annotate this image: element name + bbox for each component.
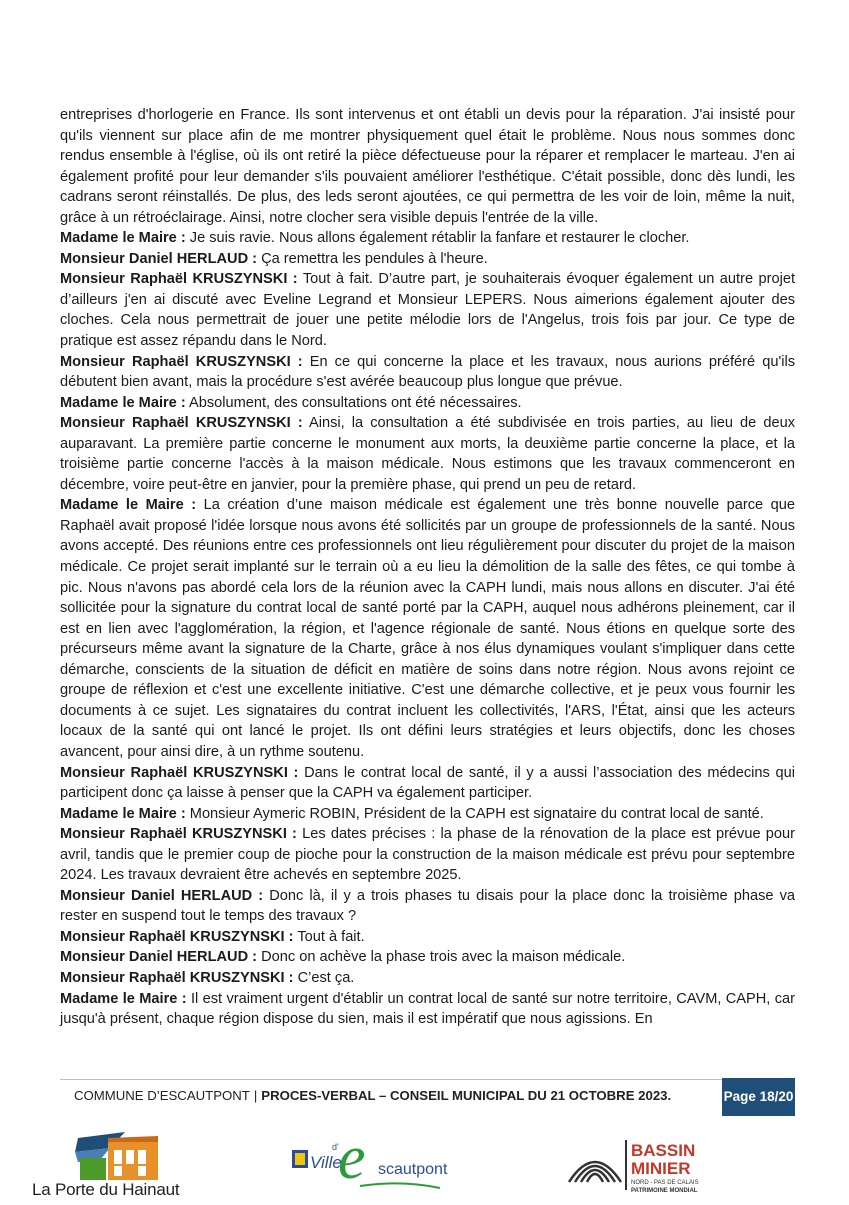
paragraph-text: Les dates précises : la phase de la rénovation de la place est prévue pour avril, tandis que le premier coup de pioche pour la construction de la maison médicale est prévu pour septembre 2024. Les travaux devraient être achevés en septembre 2025.: [60, 826, 795, 884]
paragraph-15: [60, 968, 795, 989]
ville-sup: d': [332, 1142, 339, 1152]
bassin-line3: NORD - PAS DE CALAIS: [631, 1180, 699, 1186]
paragraph-text: Donc là, il y a trois phases tu disais pour la place donc la troisième phase va rester en suspend tout le temps des travaux ?: [60, 887, 795, 925]
speaker-label: Madame le Maire :: [60, 230, 186, 247]
speaker-label: Monsieur Raphaël KRUSZYNSKI :: [60, 764, 299, 781]
hainaut-emblem-icon: [30, 1128, 210, 1180]
page-footer: [60, 1079, 795, 1114]
paragraph-text: Dans le contrat local de santé, il y a aussi l’association des médecins qui participent donc ça laisse à penser que la CAPH va également participer.: [60, 764, 795, 802]
ville-initial: e: [338, 1128, 366, 1192]
speaker-label: Monsieur Raphaël KRUSZYNSKI :: [60, 353, 303, 370]
bassin-minier-emblem-icon: [565, 1132, 715, 1200]
paragraph-14: [60, 947, 795, 968]
speaker-label: Madame le Maire :: [60, 990, 187, 1007]
paragraph-5: [60, 352, 795, 393]
speaker-label: Monsieur Raphaël KRUSZYNSKI :: [60, 969, 294, 986]
paragraph-text: Ainsi, la consultation a été subdivisée en trois parties, au lieu de deux auparavant. La première partie concerne le monument aux morts, la deuxième partie concerne la place, et la troisième partie concerne l'accès à la maison médicale. Nous estimons que les travaux commenceront en décembre, voire peut-être en janvier, pour la première phase, qui prend un peu de retard.: [60, 415, 796, 493]
paragraph-11: [60, 824, 795, 886]
paragraph-2: [60, 228, 795, 249]
speaker-label: Madame le Maire :: [60, 497, 197, 514]
paragraph-text: Monsieur Aymeric ROBIN, Président de la CAPH est signataire du contrat local de santé.: [189, 805, 764, 822]
ville-escautpont-emblem-icon: [290, 1128, 450, 1200]
paragraph-1: [60, 105, 795, 228]
paragraph-text: entreprises d'horlogerie en France. Ils sont intervenus et ont établi un devis pour la réparation. J'ai insisté pour qu'ils viennent sur place afin de me montrer physiquement quel était le problème. Nous nous sommes donc rendus ensemble à l'église, où ils ont retiré la pièce défectueuse pour la réparer et remplacer le marteau. J'en ai également profité pour leur demander s'ils pouvaient améliorer l'esthétique. C'était possible, donc dès lundi, les cadrans seront réinstallés. De plus, des leds seront ajoutées, ce qui permettra de les voir de loin, même la nuit, grâce à un rétroéclairage. Ainsi, notre clocher sera visible depuis l'entrée de la ville.: [60, 107, 795, 226]
paragraph-16: [60, 989, 795, 1030]
paragraph-text: Donc on achève la phase trois avec la maison médicale.: [261, 949, 626, 966]
paragraph-text: Tout à fait. D’autre part, je souhaiterais évoquer également un autre projet d’ailleurs j'en ai discuté avec Eveline Legrand et Monsieur LEPERS. Nous aimerions également ajouter des cloches. Cela nous permettrait de jouer une petite mélodie lors de l'Angelus, trois fois par jour. Ce type de pratique est assez répandu dans le Nord.: [60, 271, 796, 350]
paragraph-text: La création d’une maison médicale est également une très bonne nouvelle parce que Raphaël avait proposé l'idée lorsque nous avons été sollicités par un groupe de professionnels de la santé. Nous avons accepté. Des réunions entre ces professionnels ont lieu régulièrement pour discuter du projet de la maison médicale. Ce projet serait implanté sur le terrain où a eu lieu la démolition de la salle des fêtes, ce qui tombe à pic. Nous n'avons pas abordé cela lors de la réunion avec la CAPH lundi, mais nous allons en discuter. J'ai été sollicitée pour la signature du contrat local de santé porté par la CAPH, auquel nous adhérons pleinement, car il est en lien avec l'agglomération, la région, et l'agence régionale de santé. Nous étions en quelque sorte des précurseurs même avant la signature de la Charte, grâce à nos élus dynamiques voulant s'impliquer dans cette démarche, conscients de la situation de déficit en matière de soins dans notre région. Nous avons rejoint ce groupe de réflexion et c'est une excellente initiative. C'est une démarche collective, et je peux vous fournir les documents à ce sujet. Les signataires du contrat incluent les collectivités, l'ARS, l'État, ainsi que les acteurs locaux de la santé qui ont lancé le projet. Ils ont défini leurs stratégies et leurs objectifs, donc les choses avancent, pour ainsi dire, à un rythme soutenu.: [60, 497, 796, 760]
ville-escautpont-logo: [290, 1128, 450, 1200]
paragraph-6: [60, 393, 795, 414]
paragraph-text: Il est vraiment urgent d'établir un contrat local de santé sur notre territoire, CAVM, CAPH, car jusqu'à présent, chaque région dispose du sien, mais il est impératif que nous agissions. En: [60, 990, 795, 1028]
speaker-label: Monsieur Daniel HERLAUD :: [60, 250, 258, 267]
paragraph-12: [60, 886, 795, 927]
speaker-label: Monsieur Daniel HERLAUD :: [60, 949, 258, 966]
bassin-line2: MINIER: [631, 1159, 691, 1178]
bassin-minier-logo: [565, 1132, 715, 1200]
speaker-label: Monsieur Raphaël KRUSZYNSKI :: [60, 928, 294, 945]
speaker-label: Monsieur Raphaël KRUSZYNSKI :: [60, 415, 303, 432]
footer-text: [74, 1088, 671, 1103]
hainaut-caption: La Porte du Hainaut: [32, 1180, 180, 1199]
paragraph-text: En ce qui concerne la place et les travaux, nous aurions préféré qu'ils débutent bien avant, mais la procédure s'est avérée beaucoup plus longue que prévue.: [60, 353, 796, 391]
paragraph-10: [60, 804, 795, 825]
paragraph-7: [60, 413, 795, 495]
paragraph-3: [60, 249, 795, 270]
paragraph-4: [60, 269, 795, 351]
ville-prefix: Ville: [310, 1153, 342, 1172]
paragraph-9: [60, 763, 795, 804]
footer-commune: COMMUNE D’ESCAUTPONT: [74, 1088, 250, 1103]
speaker-label: Madame le Maire :: [60, 394, 186, 411]
bassin-line1: BASSIN: [631, 1141, 696, 1160]
document-body: [60, 105, 795, 1030]
paragraph-13: [60, 927, 795, 948]
page-number-badge: Page 18/20: [722, 1078, 795, 1116]
paragraph-8: [60, 495, 795, 762]
paragraph-text: Je suis ravie. Nous allons également rétablir la fanfare et restaurer le clocher.: [189, 230, 690, 247]
speaker-label: Monsieur Raphaël KRUSZYNSKI :: [60, 826, 297, 843]
paragraph-text: Tout à fait.: [297, 928, 365, 945]
speaker-label: Madame le Maire :: [60, 805, 186, 822]
hainaut-logo: [30, 1128, 210, 1200]
speaker-label: Monsieur Daniel HERLAUD :: [60, 887, 264, 904]
paragraph-text: Absolument, des consultations ont été nécessaires.: [188, 394, 522, 411]
bassin-line4: PATRIMOINE MONDIAL: [631, 1188, 698, 1194]
footer-separator: |: [253, 1088, 258, 1103]
paragraph-text: C’est ça.: [297, 969, 355, 986]
paragraph-text: Ça remettra les pendules à l'heure.: [261, 250, 488, 267]
ville-name: scautpont: [378, 1161, 448, 1178]
footer-title: PROCES-VERBAL – CONSEIL MUNICIPAL DU 21 OCTOBRE 2023.: [261, 1088, 672, 1103]
speaker-label: Monsieur Raphaël KRUSZYNSKI :: [60, 271, 298, 288]
